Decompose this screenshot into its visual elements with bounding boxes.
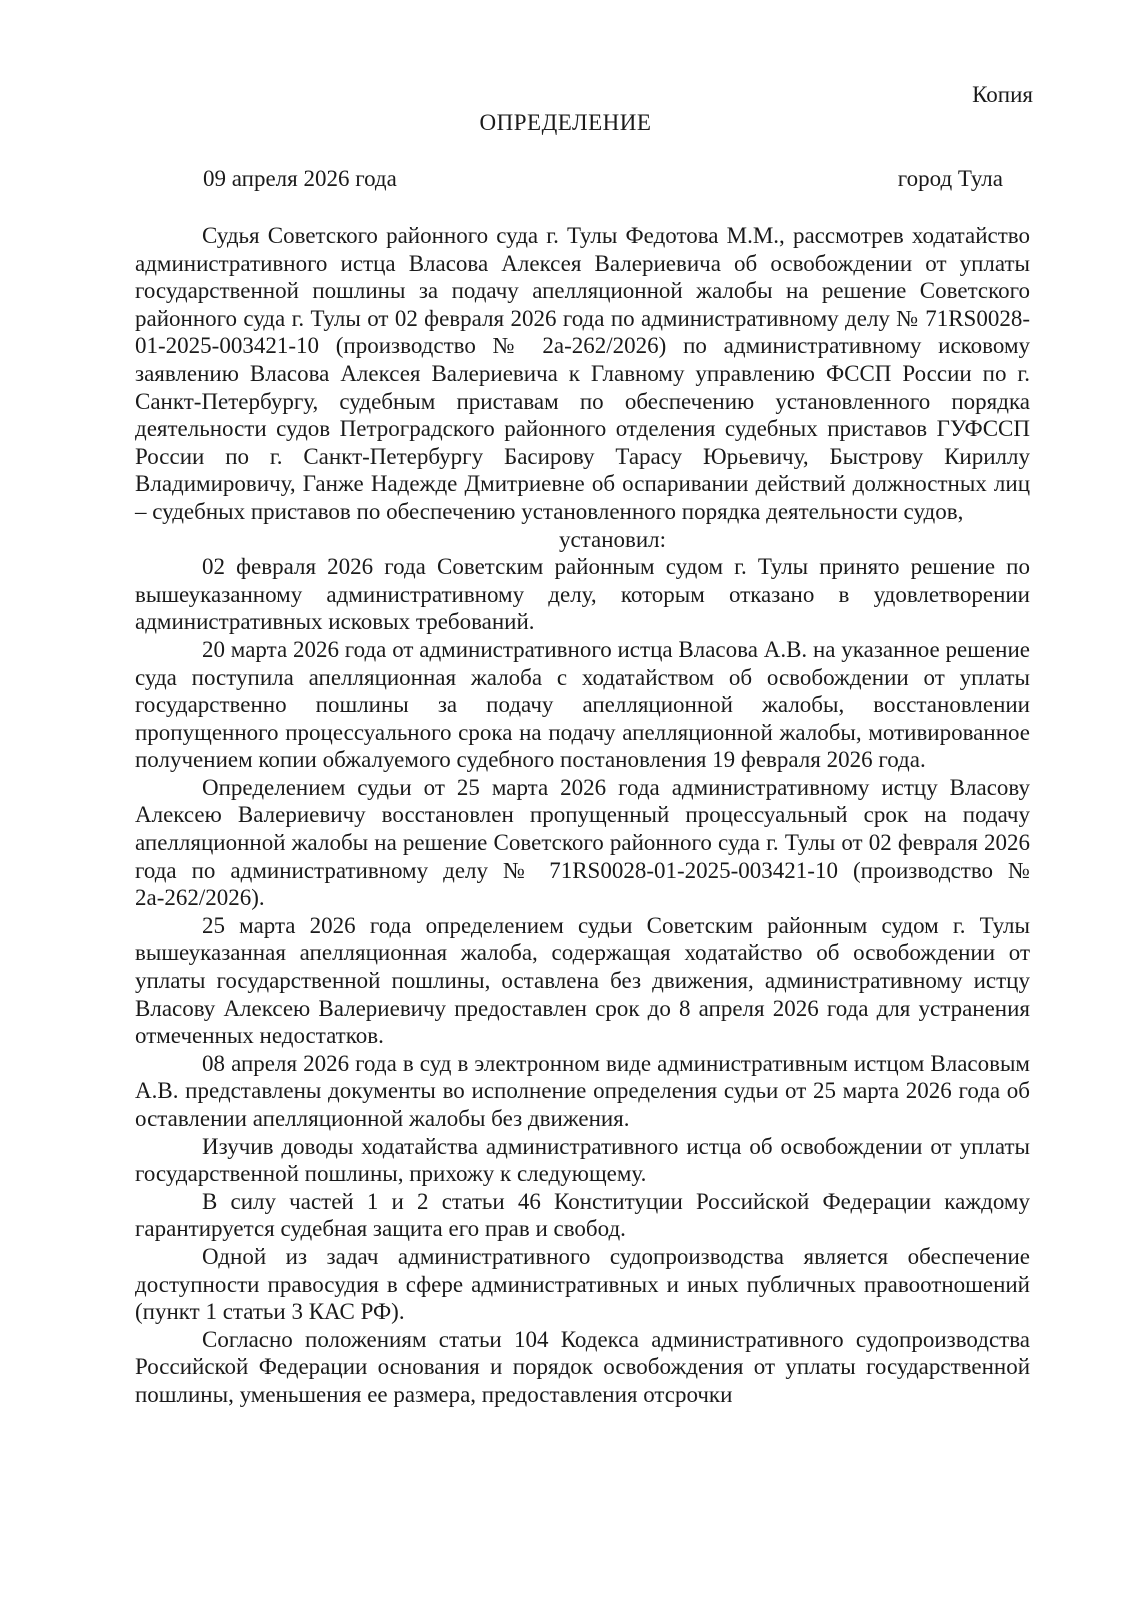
document-body [135,222,1030,1409]
established-heading: установил: [558,526,667,552]
paragraph-1: 02 февраля 2026 года Советским районным судом г. Тулы принято решение по вышеуказанному административному делу, которым отказано в удовлетворении административных исковых требований. [135,554,1030,635]
paragraph-6: Изучив доводы ходатайства административного истца об освобождении от уплаты государственной пошлины, прихожу к следующему. [135,1133,1030,1187]
paragraph-8: Одной из задач административного судопроизводства является обеспечение доступности правосудия в сфере административных и иных публичных правоотношений (пункт 1 статьи 3 КАС РФ). [135,1243,1030,1325]
paragraph-9: Согласно положениям статьи 104 Кодекса административного судопроизводства Российской Федерации основания и порядок освобождения от уплаты государственной пошлины, уменьшения ее размера, предоставления отсрочки [135,1326,1030,1407]
paragraph-3: Определением судьи от 25 марта 2026 года административному истцу Власову Алексею Валериевичу восстановлен пропущенный процессуальный срок на подачу апелляционной жалобы на решение Советского районного суда г. Тулы от 02 февраля 2026 года по административному делу № 71RS0028-01-2025-003421-10 (производство № 2а-262/2026). [135,774,1030,911]
copy-mark: Копия [972,82,1033,107]
paragraph-4: 25 марта 2026 года определением судьи Советским районным судом г. Тулы вышеуказанная апелляционная жалоба, содержащая ходатайство об освобождении от уплаты государственной пошлины, оставлена без движения, административному истцу Власову Алексею Валериевичу предоставлен срок до 8 апреля 2026 года для устранения отмеченных недостатков. [135,912,1030,1049]
paragraph-7: В силу частей 1 и 2 статьи 46 Конституции Российской Федерации каждому гарантируется судебная защита его прав и свобод. [135,1188,1030,1242]
document-title: ОПРЕДЕЛЕНИЕ [479,110,652,135]
intro-paragraph: Судья Советского районного суда г. Тулы Федотова М.М., рассмотрев ходатайство административного истца Власова Алексея Валериевича об освобождении от уплаты государственной пошлины за подачу апелляционной жалобы на решение Советского районного суда г. Тулы от 02 февраля 2026 года по административному делу № 71RS0028-01-2025-003421-10 (производство № 2а-262/2026) по административному исковому заявлению Власова Алексея Валериевича к Главному управлению ФССП России по г. Санкт-Петербургу, судебным приставам по обеспечению установленного порядка деятельности судов Петроградского районного отделения судебных приставов ГУФССП России по г. Санкт-Петербургу Басирову Тарасу Юрьевичу, Быстрову Кириллу Владимировичу, Ганже Надежде Дмитриевне об оспаривании действий должностных лиц – судебных приставов по обеспечению установленного порядка деятельности судов, [135,223,1030,524]
paragraph-5: 08 апреля 2026 года в суд в электронном виде административным истцом Власовым А.В. представлены документы во исполнение определения судьи от 25 марта 2026 года об оставлении апелляционной жалобы без движения. [135,1050,1030,1131]
document-city: город Тула [897,166,1003,191]
paragraph-2: 20 марта 2026 года от административного истца Власова А.В. на указанное решение суда поступила апелляционная жалоба с ходатайством об освобождении от уплаты государственно пошлины за подачу апелляционной жалобы, восстановлении пропущенного процессуального срока на подачу апелляционной жалобы, мотивированное получением копии обжалуемого судебного постановления 19 февраля 2026 года. [135,636,1030,773]
document-date: 09 апреля 2026 года [203,166,397,191]
